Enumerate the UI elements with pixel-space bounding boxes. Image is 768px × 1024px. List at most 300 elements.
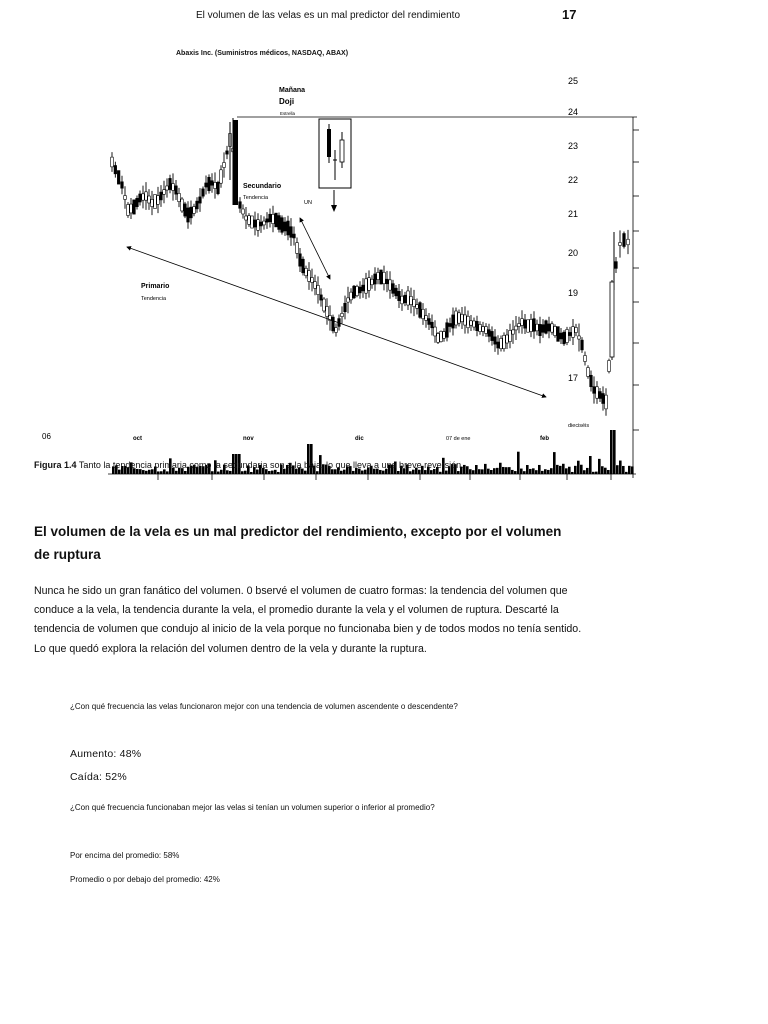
volume-bar [601,466,604,474]
annotation-un: UN [304,200,312,206]
candle-body [359,287,362,293]
candle-body [248,216,251,225]
candle-body [524,320,527,328]
volume-bar [430,470,433,474]
candle-body [615,262,618,269]
volume-bar [457,471,460,474]
volume-bar [631,466,634,474]
candle-body [251,216,254,228]
candle-body [610,282,614,357]
volume-bar [268,471,271,474]
candle-body [461,314,464,321]
volume-bar [364,470,367,474]
candle-body [404,295,407,303]
candle-body [506,335,509,343]
candle-body [296,243,299,254]
candle-body [365,279,368,293]
candle-body [581,340,584,350]
candle-body [446,323,449,338]
volume-bar [148,470,151,474]
volume-bar [577,461,580,474]
volume-bar [550,468,553,474]
volume-bar [475,465,478,474]
annotation-primary-trend: Tendencia [141,296,167,302]
candle-body [518,323,521,326]
volume-bar [466,466,469,474]
answer-below-average: Promedio o por debajo del promedio: 42% [70,875,220,884]
candle-body [347,298,350,302]
annotation-secondary-trend: Tendencia [243,195,269,201]
volume-bar [352,471,355,474]
candle-body [374,274,377,284]
candle-body [563,332,566,344]
volume-bar [382,471,385,474]
volume-bar [526,465,529,474]
candle-body [536,324,539,331]
volume-bar [610,430,613,474]
candle-body [269,214,272,222]
candlestick-chart [0,60,768,480]
volume-bar [595,472,598,474]
candle-body [479,324,482,331]
candle-body [320,295,323,300]
candle-body [145,192,148,200]
candle-body [341,313,344,316]
candle-body [627,239,630,245]
volume-bar [274,470,277,474]
candle-body [124,196,127,200]
candle-body [335,328,338,333]
volume-bar [622,466,625,474]
candle-body [458,313,461,323]
volume-bar [490,470,493,474]
section-heading: El volumen de la vela es un mal predictor del rendimiento, excepto por el volumen de ruptura [34,524,562,562]
candle-body [371,279,374,285]
candle-body [154,194,157,208]
candle-body [317,285,320,294]
candle-body [619,242,622,245]
candle-body [157,196,160,205]
candle-body [491,331,494,340]
candle-body [368,278,371,291]
volume-bar [277,472,280,474]
annotation-primary: Primario [141,283,170,290]
volume-bar [565,468,568,474]
candle-body [497,342,500,348]
volume-bar [211,471,214,474]
candle-body [590,375,593,386]
volume-bar [625,472,628,474]
figure-caption [34,460,464,470]
candle-body [572,327,575,338]
candle-body [172,184,175,191]
volume-bar [256,470,259,474]
candle-body [500,338,503,348]
volume-bar [586,468,589,474]
candle-body [127,204,130,215]
candle-body [245,216,248,220]
volume-bar [514,471,517,474]
candle-body [260,222,263,226]
volume-bar [553,452,556,474]
morning-doji-star-inset [319,119,351,212]
candle-body [383,272,386,283]
candle-body [311,277,314,282]
candle-body [278,216,281,230]
body-paragraph: Nunca he sido un gran fanático del volumen. 0 bservé el volumen de cuatro formas: la tendencia del volumen que conduce a la vela, la tendencia durante la vela, el promedio durante la vela y el volumen de ruptura. Descarté la tendencia de volumen que condujo al inicio de la vela porque no funcionaba bien y de todos modos no tenía sentido. Lo que quedó explora la relación del volumen dentro de la vela y durante la ruptura. [34,585,582,655]
candle-body [539,324,542,335]
question-2: ¿Con qué frecuencia funcionaban mejor las velas si tenían un volumen superior o inferior al promedio? [70,803,435,812]
candle-body [148,196,151,203]
page-number: 17 [562,7,577,22]
candle-body [136,198,139,206]
candle-body [557,327,560,342]
volume-bar [379,470,382,474]
candle-body [602,394,605,404]
answer-increase: Aumento: 48% [70,748,142,760]
candle-body [326,306,329,316]
answer-decrease: Caída: 52% [70,771,127,783]
x-tick-label: oct [133,436,142,442]
y-tick-label: 19 [568,288,579,298]
candle-body [482,327,485,332]
volume-bar [559,466,562,474]
candle-body [242,209,245,214]
candle-body [257,220,260,231]
volume-bar [175,471,178,474]
question-1: ¿Con qué frecuencia las velas funcionaron mejor con una tendencia de volumen ascendente o descendente? [70,702,458,711]
volume-bar [184,471,187,474]
volume-bar [604,468,607,474]
volume-bar [157,471,160,474]
candle-body [389,280,392,290]
volume-bar [478,469,481,474]
volume-bar [316,471,319,474]
volume-bar [487,469,490,474]
y-tick-label: 20 [568,248,579,258]
candle-body [464,315,467,325]
volume-bar [397,471,400,474]
candle-body [272,214,275,223]
candle-body [377,272,380,279]
candle-body [133,200,136,214]
x-tick-label: feb [540,436,549,442]
candle-body [184,204,187,216]
candle-body [434,327,437,336]
candle-body [290,227,293,238]
candle-body [485,327,488,334]
candle-body [425,316,428,321]
candle-body [503,335,506,348]
chart-title: Abaxis Inc. (Suministros médicos, NASDAQ, ABAX) [176,50,349,57]
candle-body [217,182,220,193]
candle-body [220,170,223,183]
volume-bar [496,468,499,474]
x-tick-label: dic [355,436,364,442]
candle-body [187,208,190,222]
candle-body [584,355,587,361]
volume-bar [424,470,427,474]
candle-body [494,337,497,344]
volume-bar [607,470,610,474]
candle-body [193,207,196,214]
volume-bar [142,470,145,474]
candle-body [323,299,326,311]
candle-body [353,286,356,298]
candle-body [223,162,226,167]
volume-bar [484,464,487,474]
candle-body [560,333,563,339]
candle-body [205,183,208,187]
candle-body [530,319,533,331]
candle-body [401,296,404,304]
candle-body [151,199,154,206]
volume-bar [244,471,247,474]
volume-bar [517,452,520,474]
candle-body [419,303,422,318]
candle-body [190,207,193,218]
candle-body [416,305,419,309]
candle-body [166,186,169,190]
volume-bar [568,467,571,474]
x-axis-ticks [158,474,611,480]
candle-body [398,291,401,300]
volume-bar [529,469,532,474]
candle-body [515,326,518,330]
candle-body [395,288,398,296]
volume-bar [250,472,253,474]
candle-body [163,190,166,195]
annotation-secondary: Secundario [243,183,282,190]
candle-body [470,321,473,325]
candle-body [305,268,308,275]
candle-body [356,286,359,295]
volume-bar [574,466,577,474]
volume-bar [502,467,505,474]
candle-body [554,326,557,335]
volume-bar [592,472,595,474]
candle-body [196,201,199,209]
candle-body [287,221,290,235]
annotation-doji: Doji [279,97,295,106]
volume-bar [520,469,523,474]
candle-body [521,319,524,326]
candle-body [410,296,413,304]
y-tick-label: 23 [568,141,579,151]
volume-bar [628,466,631,474]
candle-body [266,219,269,222]
y-tick-label: 21 [568,209,579,219]
candle-body [623,234,626,247]
volume-bar [439,472,442,474]
candle-body [455,311,458,325]
y-tick-label: 25 [568,76,579,86]
volume-bar [481,469,484,474]
candle-body [160,192,163,200]
candle-body [181,199,184,211]
y-tick-label: 17 [568,373,579,383]
candle-body [175,186,178,194]
figure-label: Figura 1.4 [34,460,77,470]
candle-body [202,189,205,196]
y-tick-label: 22 [568,175,579,185]
candle-body [392,284,395,294]
candle-body [139,194,142,202]
candle-body [130,204,133,213]
candle-body [407,291,410,305]
volume-bar [544,469,547,474]
volume-bar [499,463,502,474]
candle-body [473,321,476,327]
volume-bar [361,471,364,474]
candle-body [121,182,124,188]
candle-body [284,222,287,231]
candle-body [111,157,114,167]
volume-bar [532,468,535,474]
volume-bar [445,471,448,474]
candle-body [476,321,479,330]
candle-body [467,316,470,327]
volume-bar [229,471,232,474]
candle-body [208,177,211,190]
volume-bar [493,468,496,474]
volume-bar [505,467,508,474]
candle-body [308,271,311,282]
x-tick-label: 07 de ene [446,436,471,442]
candle-body [488,330,491,337]
candle-body [596,387,599,398]
volume-bar [163,469,166,474]
volume-bar [220,470,223,474]
volume-bar [613,430,616,474]
candle-body [239,202,242,209]
candle-body [178,193,181,201]
volume-bar [217,472,220,474]
candle-body [566,329,569,342]
volume-bar [619,461,622,474]
volume-bar [160,471,163,474]
axis-ticks [633,130,639,430]
candle-body [548,324,551,331]
volume-bar [469,469,472,474]
volume-bar [511,470,514,474]
candle-body [431,322,434,328]
candle-body [142,194,145,200]
candle-body [428,319,431,325]
volume-bar [571,472,574,474]
volume-bar [418,470,421,474]
candle-body [386,279,389,284]
candle-body [344,303,347,311]
candle-body [569,332,572,335]
volume-bar [547,470,550,474]
candle-body [608,360,611,371]
volume-bar [118,470,121,474]
candle-body [214,182,217,188]
figure-caption-text: Tanto la tendencia primaria como la secundaria son a la baja, lo que lleva a una breve reversión. [78,460,464,470]
candle-body [413,299,416,306]
volume-bar [535,470,538,474]
candle-body [314,282,317,289]
candle-body [443,332,446,339]
volume-bar [412,470,415,474]
candle-body [422,309,425,318]
candle-body [263,221,266,225]
volume-bar [472,470,475,474]
volume-bar [508,467,511,474]
candle-body [332,317,335,331]
volume-bar [145,471,148,474]
candle-body [575,327,578,332]
volume-bar [523,471,526,474]
volume-bar [583,470,586,474]
candle-body [533,319,536,332]
candle-body [293,234,296,238]
candle-body [452,315,455,328]
candle-body [593,387,596,394]
candle-series [111,118,630,416]
candle-body [449,323,452,326]
x-tick-label: nov [243,436,254,442]
volume-bar [271,471,274,474]
volume-bar [556,465,559,474]
candle-body [587,368,590,377]
candle-body [578,336,581,339]
volume-bar [409,471,412,474]
candle-body [254,220,257,227]
y-tick-label: dieciséis [568,423,590,429]
running-title: El volumen de las velas es un mal predictor del rendimiento [196,10,461,21]
candle-body [380,270,383,284]
annotation-morning: Mañana [279,87,306,94]
candle-body [302,259,305,273]
candle-body [362,285,365,291]
candle-body [545,321,548,334]
volume-bar [226,470,229,474]
candle-body [551,324,554,332]
candle-body [169,178,172,189]
volume-bar [241,471,244,474]
volume-bar [616,465,619,474]
candle-body [233,120,238,205]
volume-bar [340,471,343,474]
volume-bar [598,459,601,474]
candle-body [114,166,117,174]
annotation-star: Estrella [280,111,296,116]
volume-bar [562,464,565,474]
volume-bar [166,471,169,474]
volume-bar [538,465,541,474]
candle-body [542,325,545,333]
candle-body [211,181,214,186]
candle-body [512,330,515,334]
volume-bar [541,471,544,474]
volume-bar [580,465,583,474]
candle-body [527,320,530,332]
candle-body [281,218,284,233]
candle-body [605,395,608,409]
volume-bar [304,471,307,474]
candle-body [437,334,440,343]
x-tick-label: 06 [42,432,51,441]
candle-body [275,213,278,227]
candle-body [117,171,120,185]
answer-above-average: Por encima del promedio: 58% [70,851,180,860]
candle-body [440,331,443,341]
candle-body [226,151,229,154]
volume-bar [343,470,346,474]
volume-bar [589,456,592,474]
